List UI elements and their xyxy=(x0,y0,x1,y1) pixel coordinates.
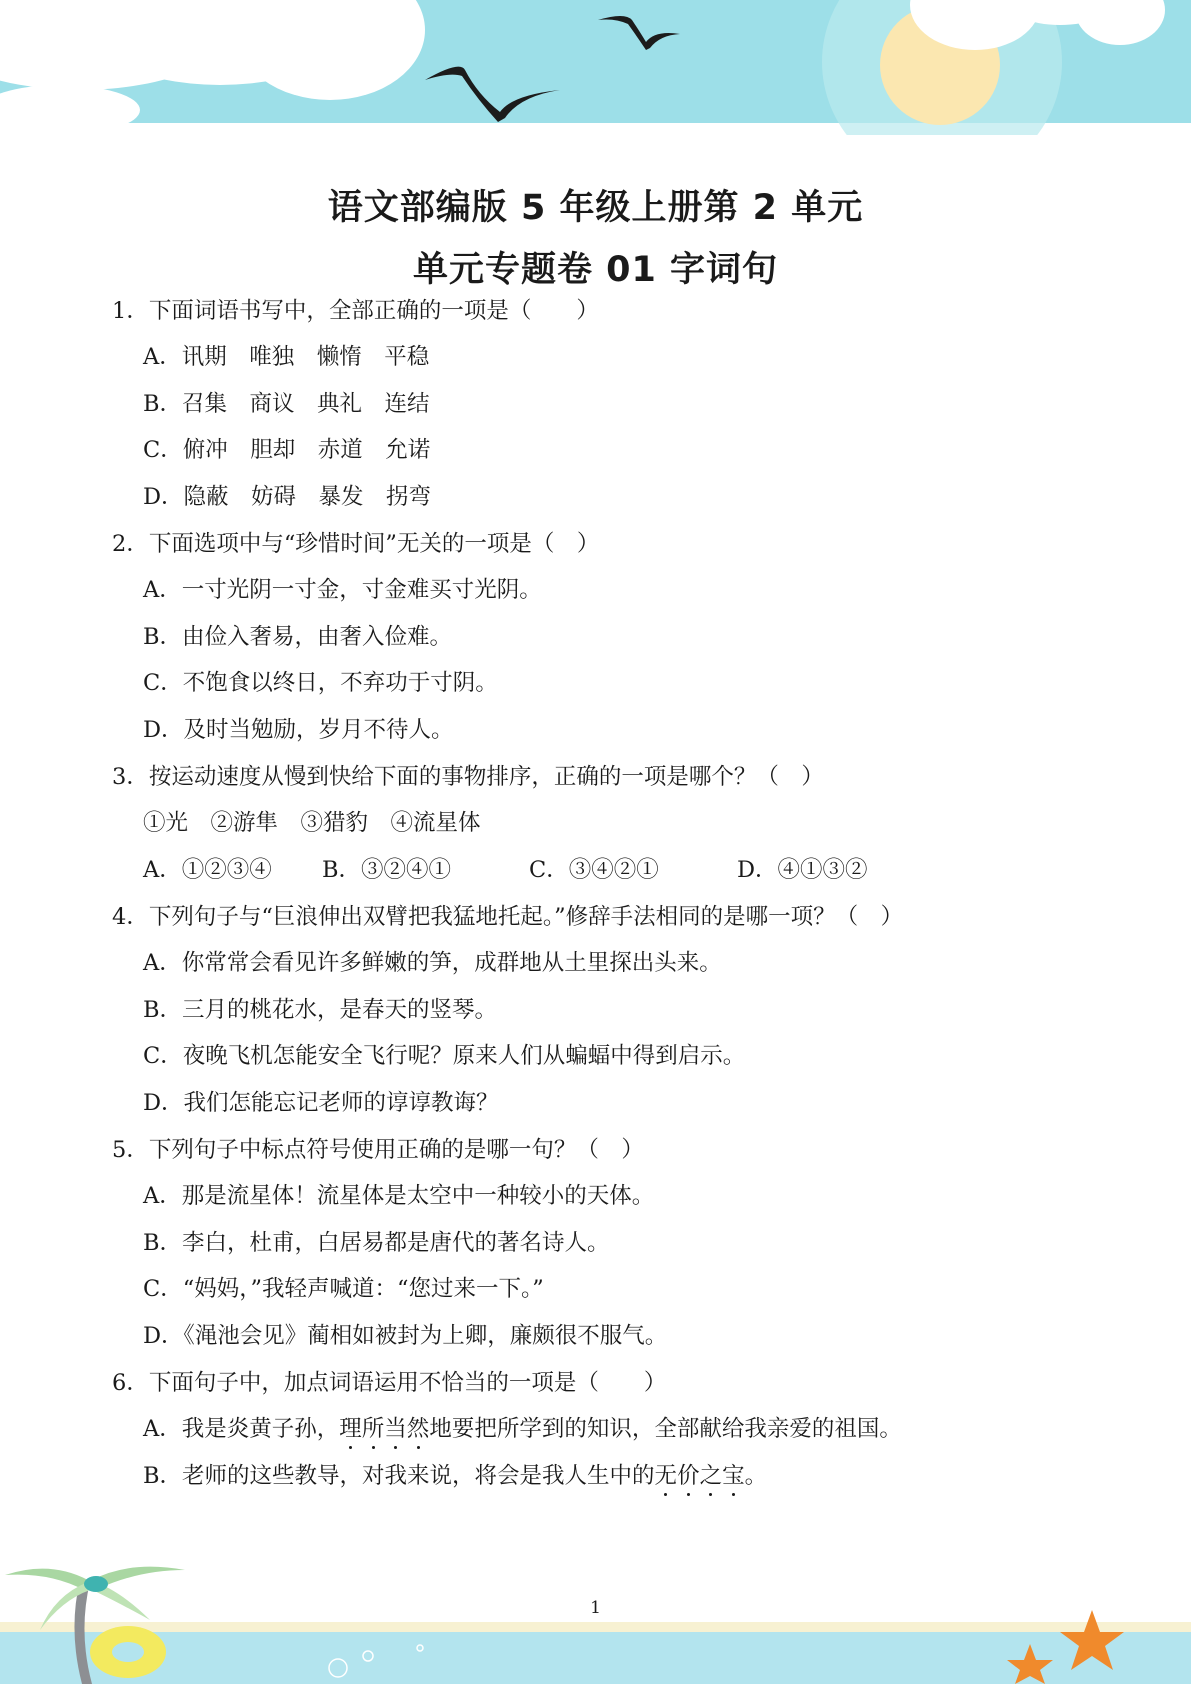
sky-banner xyxy=(0,0,1191,135)
question-option: D．隐蔽 妨碍 暴发 拐弯 xyxy=(143,484,432,510)
emphasis-dot-char: 无 xyxy=(654,1463,678,1489)
question-option: A．我是炎黄子孙，理所当然地要把所学到的知识，全部献给我亲爱的祖国。 xyxy=(143,1416,902,1442)
question-option: A．一寸光阴一寸金，寸金难买寸光阴。 xyxy=(143,577,542,603)
emphasis-dot-char: 所 xyxy=(361,1416,385,1442)
emphasis-dot-char: 然 xyxy=(406,1416,430,1442)
question-stem: 6．下面句子中，加点词语运用不恰当的一项是（ ） xyxy=(112,1370,667,1396)
question-option: A．①②③④ xyxy=(143,857,272,883)
emphasis-dot-char: 之 xyxy=(699,1463,723,1489)
question-option: C．“妈妈，”我轻声喊道：“您过来一下。” xyxy=(143,1276,544,1302)
question-stem: 3．按运动速度从慢到快给下面的事物排序，正确的一项是哪个？（ ） xyxy=(112,764,824,790)
page-number: 1 xyxy=(590,1598,601,1618)
emphasis-dot-char: 宝 xyxy=(722,1463,745,1489)
question-option: D．《渑池会见》蔺相如被封为上卿，廉颇很不服气。 xyxy=(143,1323,668,1349)
question-option: B．召集 商议 典礼 连结 xyxy=(143,391,430,417)
dotted-phrase xyxy=(339,1416,429,1442)
question-option: D．及时当勉励，岁月不待人。 xyxy=(143,717,454,743)
question-option: D．我们怎能忘记老师的谆谆教诲？ xyxy=(143,1090,499,1116)
question-option: C．③④②① xyxy=(529,857,659,883)
dotted-phrase xyxy=(655,1463,745,1489)
question-items: ①光 ②游隼 ③猎豹 ④流星体 xyxy=(143,810,481,836)
emphasis-dot-char: 价 xyxy=(677,1463,700,1489)
swim-ring-icon xyxy=(90,1626,166,1678)
question-option: A．讯期 唯独 懒惰 平稳 xyxy=(143,344,430,370)
question-option: A．那是流星体！流星体是太空中一种较小的天体。 xyxy=(143,1183,655,1209)
beach-footer xyxy=(0,1540,1191,1684)
question-stem: 5．下列句子中标点符号使用正确的是哪一句？（ ） xyxy=(112,1137,644,1163)
question-stem: 1．下面词语书写中，全部正确的一项是（ ） xyxy=(112,298,599,324)
question-option: C．俯冲 胆却 赤道 允诺 xyxy=(143,437,431,463)
question-option: B．李白，杜甫，白居易都是唐代的著名诗人。 xyxy=(143,1230,610,1256)
question-option: C．夜晚飞机怎能安全飞行呢？原来人们从蝙蝠中得到启示。 xyxy=(143,1043,746,1069)
question-option: C．不饱食以终日，不弃功于寸阴。 xyxy=(143,670,498,696)
question-option: A．你常常会看见许多鲜嫩的笋，成群地从土里探出头来。 xyxy=(143,950,722,976)
question-option: B．③②④① xyxy=(322,857,452,883)
question-option: B．由俭入奢易，由奢入俭难。 xyxy=(143,624,453,650)
question-stem: 2．下面选项中与“珍惜时间”无关的一项是（ ） xyxy=(112,531,600,557)
emphasis-dot-char: 当 xyxy=(384,1416,407,1442)
question-option: B．老师的这些教导，对我来说，将会是我人生中的无价之宝。 xyxy=(143,1463,768,1489)
emphasis-dot-char: 理 xyxy=(339,1416,362,1442)
question-option: D．④①③② xyxy=(737,857,868,883)
document-title: 语文部编版 5 年级上册第 2 单元 xyxy=(327,188,864,228)
question-option: B．三月的桃花水，是春天的竖琴。 xyxy=(143,997,498,1023)
document-subtitle: 单元专题卷 01 字词句 xyxy=(412,250,779,290)
question-stem: 4．下列句子与“巨浪伸出双臂把我猛地托起。”修辞手法相同的是哪一项？（ ） xyxy=(112,904,904,930)
